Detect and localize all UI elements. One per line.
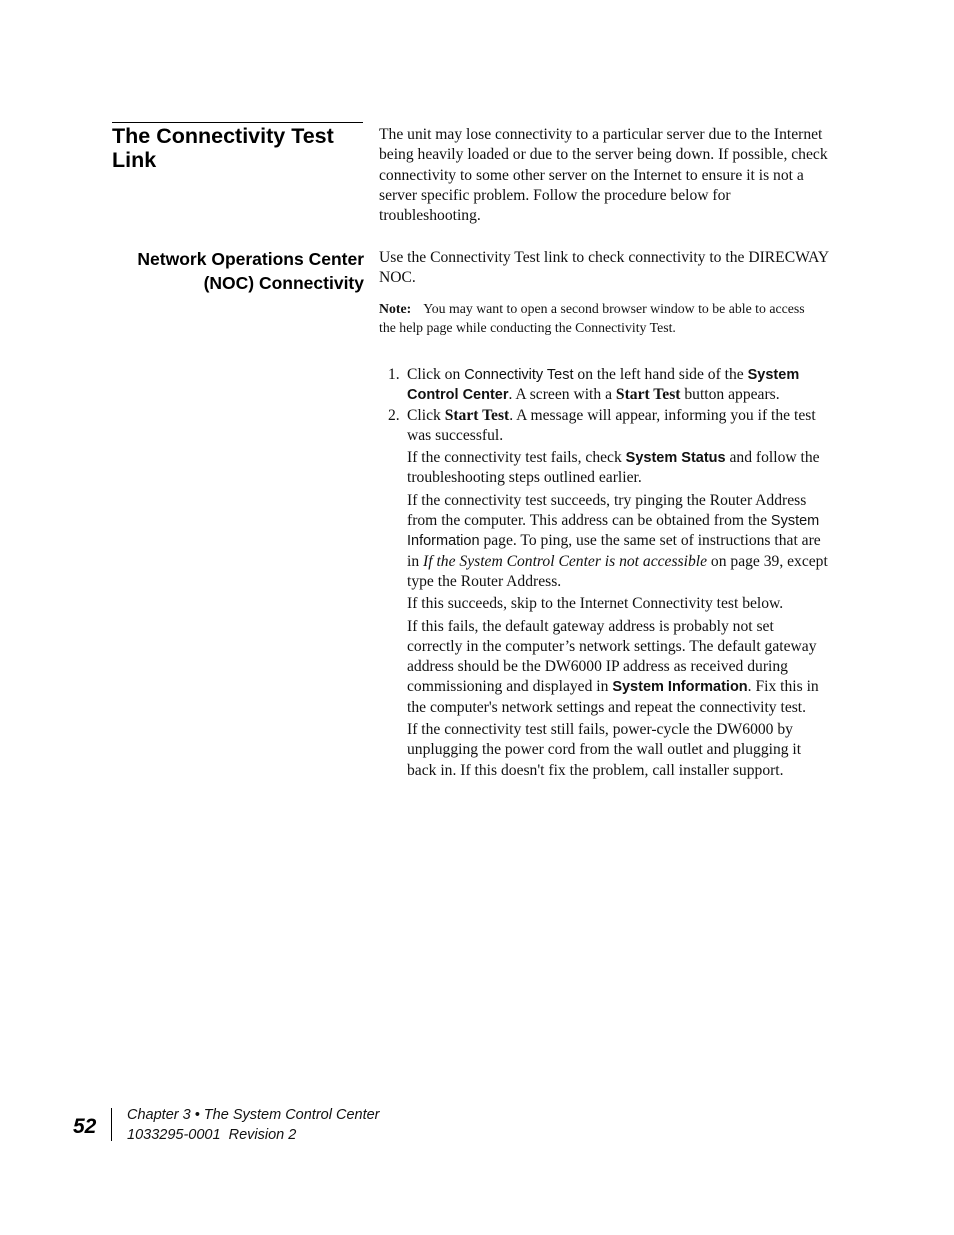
- footer: [127, 1106, 380, 1145]
- procedure-steps: [379, 365, 831, 781]
- note-text: You may want to open a second browser window to be able to access the help page while conducting the Connectivity Test.: [379, 301, 805, 335]
- system-information-bold-label: System Information: [612, 679, 748, 696]
- start-test-label: Start Test: [444, 406, 510, 424]
- note: [379, 299, 809, 337]
- step-2: [379, 406, 831, 781]
- system-status-label: System Status: [625, 450, 726, 467]
- noc-paragraph: Use the Connectivity Test link to check connectivity to the DIRECWAY NOC.: [379, 249, 829, 287]
- footer-rule: [111, 1108, 112, 1141]
- section-title: The Connectivity Test Link: [112, 124, 334, 172]
- step-2-gateway-paragraph: If this fails, the default gateway address is probably not set correctly in the computer’s network settings. The default gateway address should be the DW6000 IP address as received during commissioning and displayed in System Information. Fix this in the computer's network settings and repeat the connectivity test.: [407, 617, 819, 716]
- step-2-power-paragraph: If the connectivity test still fails, power-cycle the DW6000 by unplugging the power cord from the wall outlet and plugging it back in. If this doesn't fix the problem, call installer support.: [407, 721, 802, 779]
- connectivity-test-link-label: Connectivity Test: [464, 367, 574, 383]
- start-test-label: Start Test: [615, 386, 681, 404]
- system-control-center-label: System Control Center: [407, 367, 800, 404]
- step-2-text: Click Start Test. A message will appear, informing you if the test was successful.: [407, 406, 816, 444]
- footer-chapter: Chapter 3 • The System Control Center: [127, 1107, 380, 1123]
- step-number: 2.: [388, 406, 400, 424]
- subsection-heading-line1: Network Operations Center: [137, 249, 364, 269]
- system-information-label: System Information: [407, 513, 820, 550]
- note-label: Note:: [379, 301, 412, 316]
- title-rule: [112, 122, 363, 123]
- subsection-heading: [100, 247, 364, 295]
- footer-doc-id: 1033295-0001 Revision 2: [127, 1126, 297, 1143]
- subsection-heading-line2: (NOC) Connectivity: [203, 273, 364, 293]
- page-number: 52: [73, 1115, 97, 1138]
- step-2-skip-paragraph: If this succeeds, skip to the Internet Connectivity test below.: [407, 595, 784, 613]
- step-2-fail-paragraph: If the connectivity test fails, check System Status and follow the troubleshooting steps outlined earlier.: [407, 449, 820, 487]
- step-1: [379, 365, 831, 406]
- intro-paragraph: The unit may lose connectivity to a particular server due to the Internet being heavily loaded or due to the server being down. If possible, check connectivity to some other server on the Internet to ensure it is not a server specific problem. Follow the procedure below for troubleshooting.: [379, 126, 828, 225]
- step-1-text: Click on Connectivity Test on the left hand side of the System Control Center. A screen with a Start Test button appears.: [407, 366, 800, 404]
- step-number: 1.: [388, 366, 400, 383]
- step-2-succeed-paragraph: If the connectivity test succeeds, try pinging the Router Address from the computer. This address can be obtained from the System Information page. To ping, use the same set of instructions that are in If the System Control Center is not accessible on page 39, except type the Router Address.: [407, 491, 828, 590]
- cross-reference: If the System Control Center is not accessible: [423, 552, 707, 570]
